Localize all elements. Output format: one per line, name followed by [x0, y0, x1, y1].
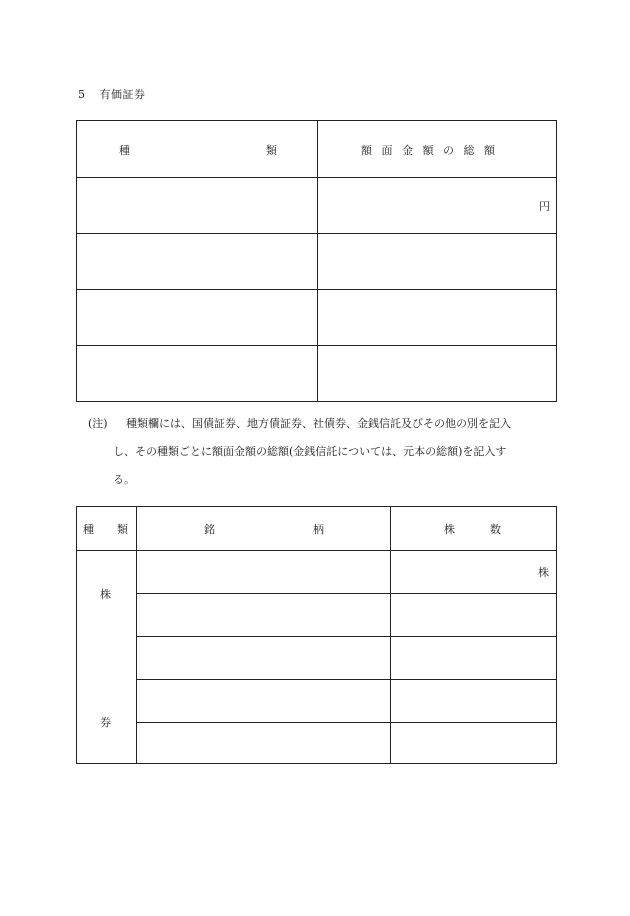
header-kind-char-2: 類: [117, 523, 128, 536]
section-number: 5: [78, 88, 86, 101]
note-line-2: し、その種類ごとに額面金額の総額(金銭信託については、元本の総額)を記入す: [113, 445, 507, 458]
header-kind-char-1: 種: [83, 523, 94, 536]
table-row-divider: [136, 679, 556, 680]
unit-yen: 円: [539, 200, 550, 213]
stocks-table: [76, 506, 557, 764]
side-label-char-2: 券: [100, 716, 111, 729]
note-line-1: 種類欄には、国債証券、地方債証券、社債券、金銭信託及びその他の別を記入: [126, 417, 511, 430]
securities-table: [76, 120, 557, 402]
header-kind-char-1: 種: [119, 144, 130, 157]
side-label-char-1: 株: [100, 588, 111, 601]
table-divider: [390, 507, 391, 763]
table-row-divider: [77, 550, 556, 551]
note-line-3: る。: [113, 473, 135, 486]
header-brand-char-1: 銘: [204, 523, 215, 536]
section-title: [78, 86, 146, 102]
table-row-divider: [136, 636, 556, 637]
table-divider: [136, 507, 137, 763]
table-row-divider: [77, 177, 556, 178]
header-shares-char-2: 数: [490, 523, 501, 536]
table-row-divider: [136, 593, 556, 594]
table-row-divider: [77, 289, 556, 290]
table-row-divider: [136, 722, 556, 723]
unit-shares: 株: [538, 566, 549, 579]
header-shares-char-1: 株: [444, 523, 455, 536]
table-row-divider: [77, 345, 556, 346]
table-divider: [317, 121, 318, 401]
header-brand-char-2: 柄: [313, 523, 324, 536]
note-label: (注): [88, 417, 108, 430]
header-face-amount-total: 額 面 金 額 の 総 額: [361, 144, 498, 157]
header-kind-char-2: 類: [266, 144, 277, 157]
note: [88, 410, 556, 494]
table-row-divider: [77, 233, 556, 234]
section-title-text: 有価証券: [99, 88, 146, 101]
